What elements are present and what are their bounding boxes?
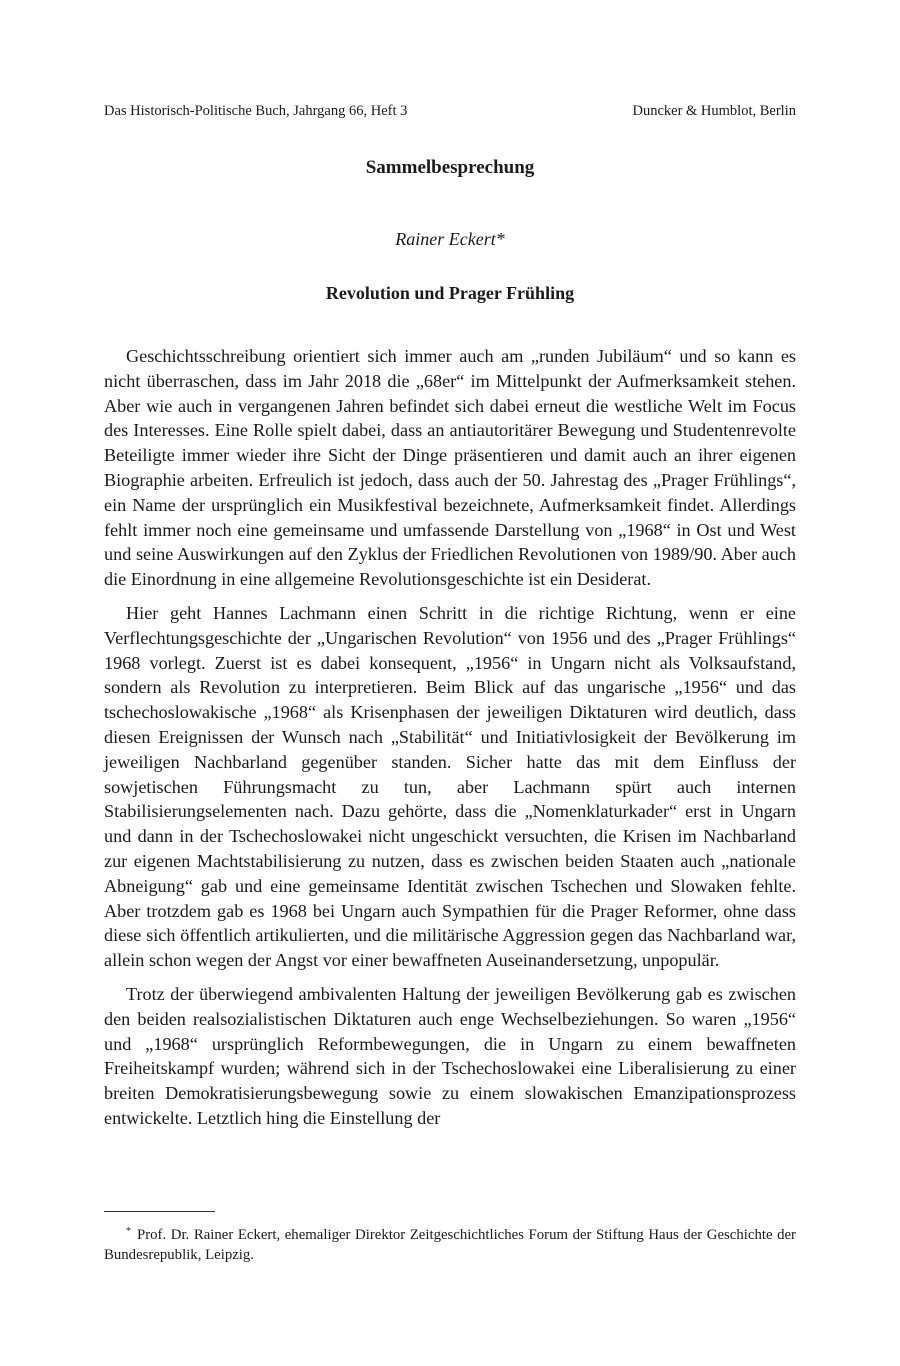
running-head [104,101,796,121]
footnote-marker: * [126,1226,131,1237]
publisher-name: Duncker & Humblot, Berlin [632,103,796,119]
footnote-text: Prof. Dr. Rainer Eckert, ehemaliger Direktor Zeitgeschichtliches Forum der Stiftung Haus der Geschichte der Bundesrepublik, Leipzig. [104,1227,796,1263]
section-title: Sammelbesprechung [365,157,535,178]
article-title: Revolution und Prager Frühling [325,283,575,303]
author-name: Rainer Eckert* [395,229,505,249]
article-body [104,344,796,1140]
journal-citation: Das Historisch-Politische Buch, Jahrgang 66, Heft 3 [104,103,408,119]
body-paragraph: Geschichtsschreibung orientiert sich immer auch am „runden Jubiläum“ und so kann es nicht überraschen, dass im Jahr 2018 die „68er“ im Mittelpunkt der Aufmerksamkeit stehen. Aber wie auch in vergangenen Jahren befindet sich dabei erneut die westliche Welt im Focus des Interesses. Eine Rolle spielt dabei, dass an antiautoritärer Bewegung und Studentenrevolte Beteiligte immer wieder ihre Sicht der Dinge präsentieren und damit auch an ihrer eigenen Biographie arbeiten. Erfreulich ist jedoch, dass auch der 50. Jahrestag des „Prager Frühlings“, ein Name der ursprünglich ein Musikfestival bezeichnete, Aufmerksamkeit findet. Allerdings fehlt immer noch eine gemeinsame und umfassende Darstellung von „1968“ in Ost und West und seine Auswirkungen auf den Zyklus der Friedlichen Revolutionen von 1989/90. Aber auch die Einordnung in eine allgemeine Revolutionsgeschichte ist ein Desiderat. [104,346,796,590]
footnote [104,1225,796,1265]
footnote-divider [104,1211,215,1212]
body-paragraph: Trotz der überwiegend ambivalenten Haltung der jeweiligen Bevölkerung gab es zwischen den beiden realsozialistischen Diktaturen auch enge Wechselbeziehungen. So waren „1956“ und „1968“ ursprünglich Reformbewegungen, die in Ungarn zu einem bewaffneten Freiheitskampf wurden; während sich in der Tschechoslowakei eine Liberalisierung zu einer breiten Demokratisierungsbewegung sowie zu einem slowakischen Emanzipationsprozess entwickelte. Letztlich hing die Einstellung der [104,983,796,1128]
body-paragraph: Hier geht Hannes Lachmann einen Schritt in die richtige Richtung, wenn er eine Verflechtungsgeschichte der „Ungarischen Revolution“ von 1956 und des „Prager Frühlings“ 1968 vorlegt. Zuerst ist es dabei konsequent, „1956“ in Ungarn nicht als Volksaufstand, sondern als Revolution zu interpretieren. Beim Blick auf das ungarische „1956“ und das tschechoslowakische „1968“ als Krisenphasen der jeweiligen Diktaturen wird deutlich, dass diesen Ereignissen der Wunsch nach „Stabilität“ und Initiativlosigkeit der Bevölkerung im jeweiligen Nachbarland gegenüber standen. Sicher hatte das mit dem Einfluss der sowjetischen Führungsmacht zu tun, aber Lachmann spürt auch internen Stabilisierungselementen nach. Dazu gehörte, dass die „Nomenklaturkader“ erst in Ungarn und dann in der Tschechoslowakei nicht ungeschickt versuchten, die Krisen im Nachbarland zur eigenen Machtstabilisierung zu nutzen, dass es zwischen beiden Staaten auch „nationale Abneigung“ gab und eine gemeinsame Identität zwischen Tschechen und Slowaken fehlte. Aber trotzdem gab es 1968 bei Ungarn auch Sympathien für die Prager Reformer, ohne dass diese sich öffentlich artikulierten, und die militärische Aggression gegen das Nachbarland war, allein schon wegen der Angst vor einer bewaffneten Auseinandersetzung, unpopulär. [104,602,796,971]
